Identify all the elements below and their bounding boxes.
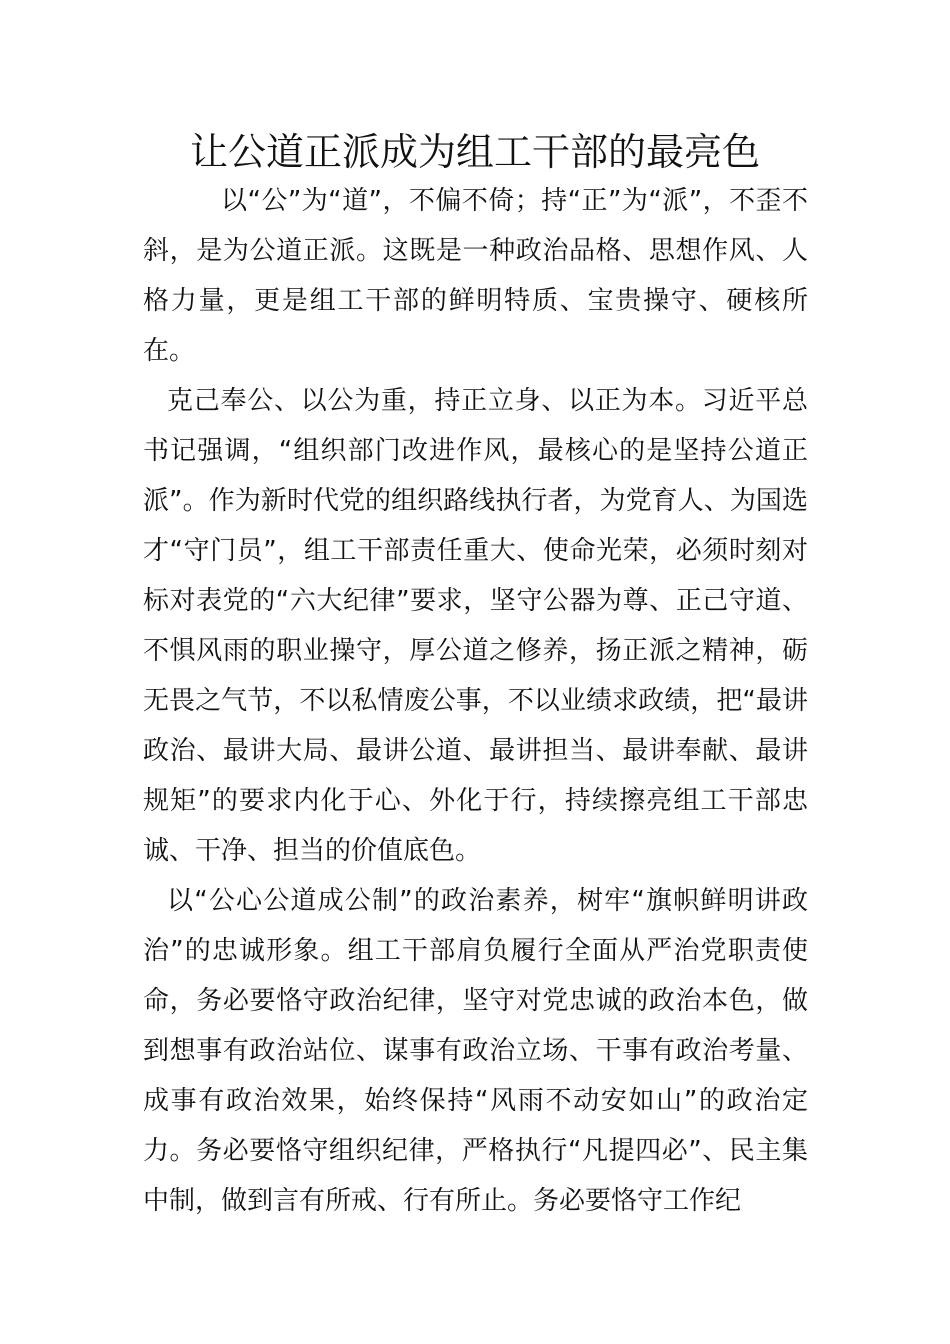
paragraph-1: 以“公”为“道”，不偏不倚；持“正”为“派”，不歪不斜，是为公道正派。这既是一种政治品格、思想作风、人格力量，更是组工干部的鲜明特质、宝贵操守、硬核所在。 xyxy=(143,186,808,366)
document-body xyxy=(143,176,808,1226)
paragraph-3: 以“公心公道成公制”的政治素养，树牢“旗帜鲜明讲政治”的忠诚形象。组工干部肩负履行全面从严治党职责使命，务必要恪守政治纪律，坚守对党忠诚的政治本色，做到想事有政治站位、谋事有政治立场、干事有政治考量、成事有政治效果，始终保持“风雨不动安如山”的政治定力。务必要恪守组织纪律，严格执行“凡提四必”、民主集中制，做到言有所戒、行有所止。务必要恪守工作纪 xyxy=(143,886,808,1216)
paragraph-2: 克己奉公、以公为重，持正立身、以正为本。习近平总书记强调，“组织部门改进作风，最核心的是坚持公道正派”。作为新时代党的组织路线执行者，为党育人、为国选才“守门员”，组工干部责任重大、使命光荣，必须时刻对标对表党的“六大纪律”要求，坚守公器为尊、正己守道、不惧风雨的职业操守，厚公道之修养，扬正派之精神，砺无畏之气节，不以私情废公事，不以业绩求政绩，把“最讲政治、最讲大局、最讲公道、最讲担当、最讲奉献、最讲规矩”的要求内化于心、外化于行，持续擦亮组工干部忠诚、干净、担当的价值底色。 xyxy=(143,386,808,866)
document-title: 让公道正派成为组工干部的最亮色 xyxy=(189,130,760,174)
